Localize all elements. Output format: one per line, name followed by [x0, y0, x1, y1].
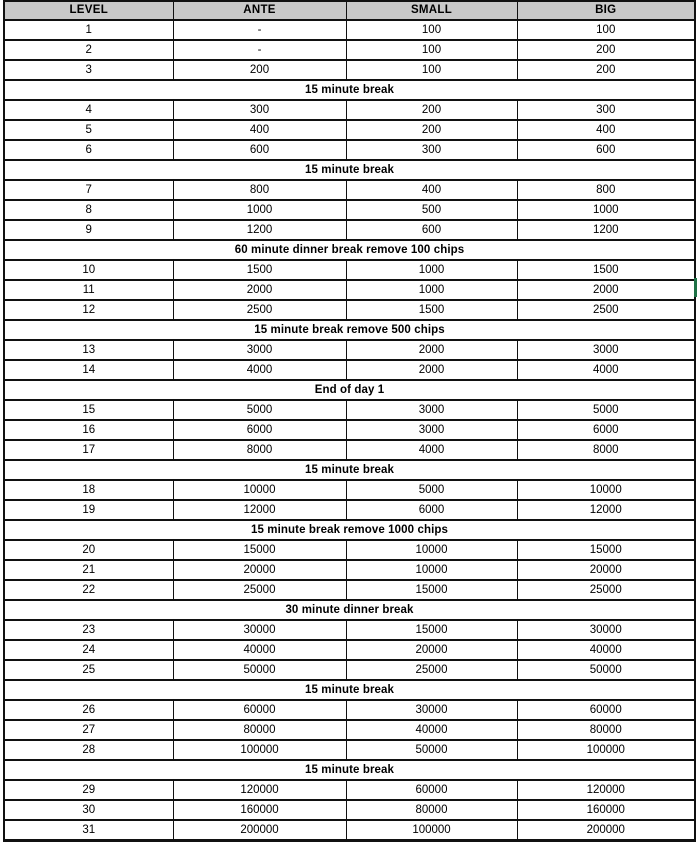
- cell-small: 2000: [346, 340, 517, 360]
- cell-level: 8: [4, 200, 173, 220]
- table-row: [4, 280, 695, 300]
- break-label: 15 minute break: [4, 680, 695, 700]
- break-label: 15 minute break: [4, 80, 695, 100]
- cell-ante: 1500: [173, 260, 346, 280]
- cell-level: 2: [4, 40, 173, 60]
- cell-level: 7: [4, 180, 173, 200]
- cell-small: 6000: [346, 500, 517, 520]
- cell-big: 4000: [517, 360, 695, 380]
- break-label: 60 minute dinner break remove 100 chips: [4, 240, 695, 260]
- cell-big: 8000: [517, 440, 695, 460]
- cell-big: 80000: [517, 720, 695, 740]
- cell-level: 10: [4, 260, 173, 280]
- cell-big: 40000: [517, 640, 695, 660]
- break-row: [4, 600, 695, 620]
- break-label: 15 minute break remove 500 chips: [4, 320, 695, 340]
- cell-ante: 50000: [173, 660, 346, 680]
- cell-big: 5000: [517, 400, 695, 420]
- cell-ante: 15000: [173, 540, 346, 560]
- cell-level: 21: [4, 560, 173, 580]
- cell-ante: 40000: [173, 640, 346, 660]
- cell-ante: 2000: [173, 280, 346, 300]
- cell-small: 400: [346, 180, 517, 200]
- blind-structure-table: [3, 0, 696, 842]
- cell-big: 100000: [517, 740, 695, 760]
- cell-big: 1500: [517, 260, 695, 280]
- cell-big: 1000: [517, 200, 695, 220]
- cell-ante: 3000: [173, 340, 346, 360]
- cell-small: 200: [346, 120, 517, 140]
- cell-big: 100: [517, 20, 695, 40]
- cell-level: 31: [4, 820, 173, 841]
- cell-ante: 300: [173, 100, 346, 120]
- cell-ante: 120000: [173, 780, 346, 800]
- cell-level: 24: [4, 640, 173, 660]
- cell-level: 28: [4, 740, 173, 760]
- table-header: [4, 1, 695, 20]
- table-row: [4, 440, 695, 460]
- cell-big: 60000: [517, 700, 695, 720]
- cell-big: 10000: [517, 480, 695, 500]
- table-row: [4, 140, 695, 160]
- cell-small: 1500: [346, 300, 517, 320]
- table-row: [4, 580, 695, 600]
- cell-small: 40000: [346, 720, 517, 740]
- cell-level: 12: [4, 300, 173, 320]
- cell-level: 26: [4, 700, 173, 720]
- cell-level: 29: [4, 780, 173, 800]
- cell-ante: 800: [173, 180, 346, 200]
- table-row: [4, 200, 695, 220]
- cell-ante: 1000: [173, 200, 346, 220]
- cell-ante: 400: [173, 120, 346, 140]
- cell-level: 30: [4, 800, 173, 820]
- cell-level: 9: [4, 220, 173, 240]
- cell-small: 100: [346, 60, 517, 80]
- column-header-small: SMALL: [346, 1, 517, 20]
- cell-level: 19: [4, 500, 173, 520]
- cell-small: 60000: [346, 780, 517, 800]
- cell-level: 18: [4, 480, 173, 500]
- cell-ante: -: [173, 20, 346, 40]
- cell-small: 5000: [346, 480, 517, 500]
- table-row: [4, 100, 695, 120]
- cell-big: 120000: [517, 780, 695, 800]
- cell-small: 1000: [346, 280, 517, 300]
- cell-big: 3000: [517, 340, 695, 360]
- cell-big: 2500: [517, 300, 695, 320]
- cell-small: 80000: [346, 800, 517, 820]
- cell-big: 6000: [517, 420, 695, 440]
- cell-level: 15: [4, 400, 173, 420]
- cell-big: 600: [517, 140, 695, 160]
- cell-big: 20000: [517, 560, 695, 580]
- cell-big: 200: [517, 40, 695, 60]
- cell-level: 25: [4, 660, 173, 680]
- table-row: [4, 640, 695, 660]
- cell-ante: 12000: [173, 500, 346, 520]
- cell-level: 16: [4, 420, 173, 440]
- cell-ante: 80000: [173, 720, 346, 740]
- table-row: [4, 260, 695, 280]
- table-row: [4, 660, 695, 680]
- break-row: [4, 460, 695, 480]
- cell-small: 10000: [346, 540, 517, 560]
- cell-level: 5: [4, 120, 173, 140]
- table-row: [4, 180, 695, 200]
- table-row: [4, 20, 695, 40]
- table-row: [4, 360, 695, 380]
- break-row: [4, 240, 695, 260]
- table-row: [4, 340, 695, 360]
- cell-big: 30000: [517, 620, 695, 640]
- cell-level: 13: [4, 340, 173, 360]
- table-row: [4, 120, 695, 140]
- cell-ante: 8000: [173, 440, 346, 460]
- break-label: 15 minute break remove 1000 chips: [4, 520, 695, 540]
- cell-small: 3000: [346, 400, 517, 420]
- table-row: [4, 540, 695, 560]
- table-row: [4, 420, 695, 440]
- cell-level: 23: [4, 620, 173, 640]
- table-row: [4, 780, 695, 800]
- cell-small: 50000: [346, 740, 517, 760]
- cell-small: 15000: [346, 580, 517, 600]
- cell-small: 100000: [346, 820, 517, 841]
- cell-small: 20000: [346, 640, 517, 660]
- table-row: [4, 500, 695, 520]
- table-row: [4, 480, 695, 500]
- break-row: [4, 680, 695, 700]
- break-row: [4, 160, 695, 180]
- break-label: End of day 1: [4, 380, 695, 400]
- cell-ante: -: [173, 40, 346, 60]
- cell-level: 11: [4, 280, 173, 300]
- table-row: [4, 560, 695, 580]
- cell-ante: 6000: [173, 420, 346, 440]
- cell-ante: 10000: [173, 480, 346, 500]
- cell-ante: 200: [173, 60, 346, 80]
- cell-small: 600: [346, 220, 517, 240]
- column-header-big: BIG: [517, 1, 695, 20]
- cell-big: 50000: [517, 660, 695, 680]
- cell-big: 160000: [517, 800, 695, 820]
- cell-ante: 160000: [173, 800, 346, 820]
- break-row: [4, 80, 695, 100]
- cell-small: 300: [346, 140, 517, 160]
- cell-level: 6: [4, 140, 173, 160]
- cell-level: 20: [4, 540, 173, 560]
- cell-big: 2000: [517, 280, 695, 300]
- cell-small: 30000: [346, 700, 517, 720]
- cell-small: 10000: [346, 560, 517, 580]
- cell-ante: 200000: [173, 820, 346, 841]
- column-header-level: LEVEL: [4, 1, 173, 20]
- cell-small: 200: [346, 100, 517, 120]
- cell-small: 100: [346, 20, 517, 40]
- cell-level: 4: [4, 100, 173, 120]
- cell-small: 2000: [346, 360, 517, 380]
- table-row: [4, 60, 695, 80]
- cell-big: 800: [517, 180, 695, 200]
- break-row: [4, 520, 695, 540]
- cell-ante: 600: [173, 140, 346, 160]
- cell-small: 4000: [346, 440, 517, 460]
- cell-small: 500: [346, 200, 517, 220]
- break-label: 30 minute dinner break: [4, 600, 695, 620]
- table-row: [4, 300, 695, 320]
- cell-big: 200: [517, 60, 695, 80]
- break-label: 15 minute break: [4, 760, 695, 780]
- cell-small: 1000: [346, 260, 517, 280]
- cell-big: 15000: [517, 540, 695, 560]
- table-row: [4, 820, 695, 841]
- cell-level: 14: [4, 360, 173, 380]
- cell-ante: 25000: [173, 580, 346, 600]
- cell-ante: 30000: [173, 620, 346, 640]
- cell-ante: 60000: [173, 700, 346, 720]
- table-row: [4, 720, 695, 740]
- cell-level: 27: [4, 720, 173, 740]
- break-row: [4, 320, 695, 340]
- cell-level: 3: [4, 60, 173, 80]
- break-row: [4, 380, 695, 400]
- table-row: [4, 740, 695, 760]
- cell-ante: 100000: [173, 740, 346, 760]
- cell-ante: 4000: [173, 360, 346, 380]
- table-row: [4, 620, 695, 640]
- break-label: 15 minute break: [4, 460, 695, 480]
- cell-big: 25000: [517, 580, 695, 600]
- cell-ante: 20000: [173, 560, 346, 580]
- cell-small: 15000: [346, 620, 517, 640]
- cell-ante: 2500: [173, 300, 346, 320]
- break-label: 15 minute break: [4, 160, 695, 180]
- cell-level: 22: [4, 580, 173, 600]
- table-body: [4, 20, 695, 841]
- cell-small: 100: [346, 40, 517, 60]
- table-row: [4, 400, 695, 420]
- cell-small: 25000: [346, 660, 517, 680]
- cell-ante: 5000: [173, 400, 346, 420]
- cell-ante: 1200: [173, 220, 346, 240]
- cell-big: 400: [517, 120, 695, 140]
- cell-level: 1: [4, 20, 173, 40]
- cell-big: 300: [517, 100, 695, 120]
- cell-big: 12000: [517, 500, 695, 520]
- column-header-ante: ANTE: [173, 1, 346, 20]
- header-row: [4, 1, 695, 20]
- cell-small: 3000: [346, 420, 517, 440]
- cell-level: 17: [4, 440, 173, 460]
- table-row: [4, 800, 695, 820]
- break-row: [4, 760, 695, 780]
- cell-big: 200000: [517, 820, 695, 841]
- table-row: [4, 40, 695, 60]
- table-row: [4, 700, 695, 720]
- green-edge-marker: [694, 278, 697, 297]
- cell-big: 1200: [517, 220, 695, 240]
- table-row: [4, 220, 695, 240]
